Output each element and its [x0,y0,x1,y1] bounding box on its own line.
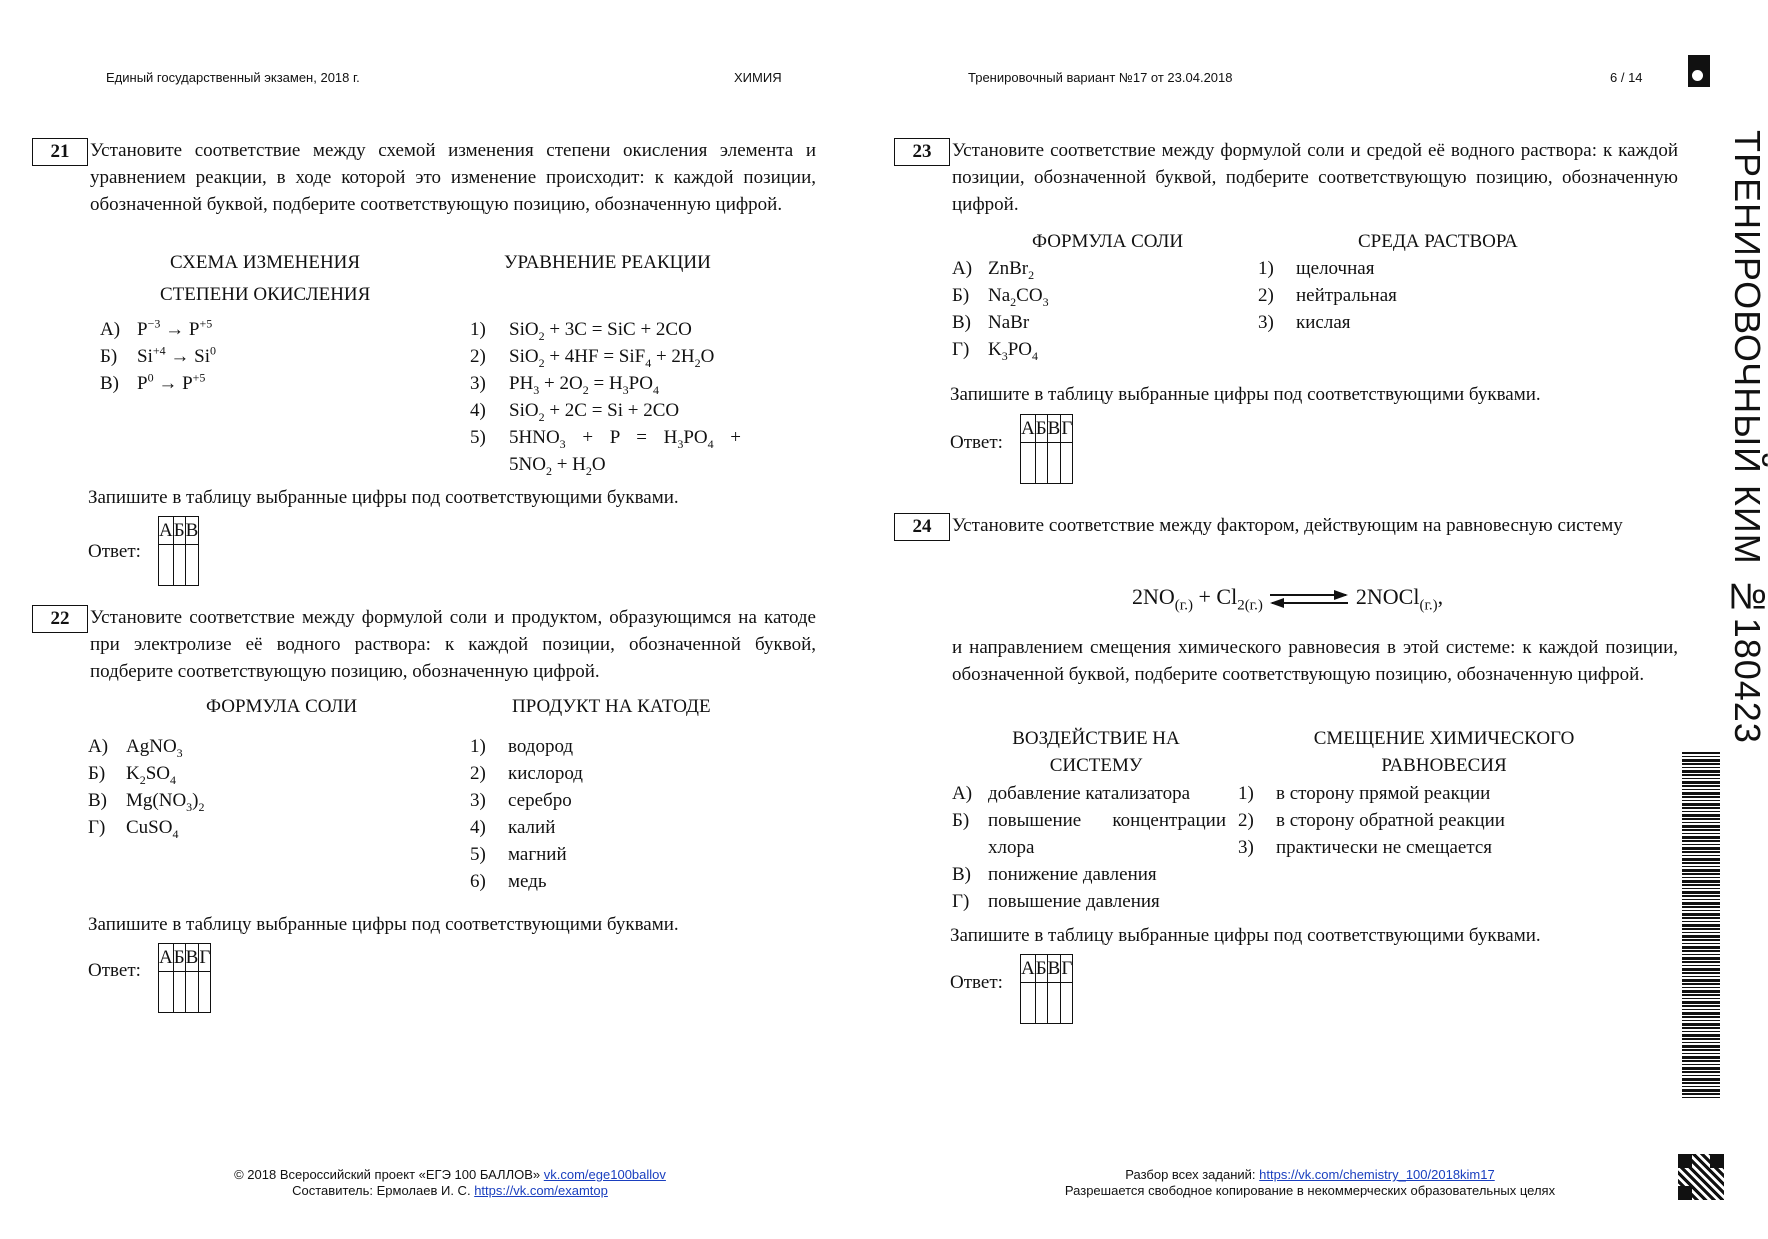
instruction: Запишите в таблицу выбранные цифры под соответствующими буквами. [88,914,679,935]
instruction: Запишите в таблицу выбранные цифры под соответствующими буквами. [88,487,679,508]
salt-formula: $K_3PO_4$ [988,339,1039,363]
salt-formula: ZnBr$_2$ [988,258,1035,282]
letter-label: В) [100,373,119,394]
answer-col-header: В [1047,415,1061,443]
factor-item-cont: хлора [988,837,1035,858]
salt-formula: NaBr [988,312,1030,333]
column-header-left-2: СТЕПЕНИ ОКИСЛЕНИЯ [160,284,371,305]
salt-formula: $Na_2CO_3$ [988,285,1049,309]
answer-cell[interactable] [173,545,185,586]
reaction-item: $SiO_2 + 4HF = SiF_4 + 2H_2O$ [509,346,715,370]
letter-label: Б) [100,346,118,367]
instruction: Запишите в таблицу выбранные цифры под соответствующими буквами. [950,384,1541,405]
answer-col-header: Г [199,944,211,972]
product-option: водород [508,736,574,757]
answer-col-header: В [185,944,199,972]
reaction-item: $5HNO_3 + P = H_3PO_4$ + [509,427,741,451]
option-number: 2) [470,346,486,367]
question-text: Установите соответствие между схемой изменения степени окисления элемента и уравнением реакции, в ходе которой это изменение происходит: к каждой позиции, обозначенной буквой, подберите соответствующую позицию, обозначенную цифрой. [90,140,816,215]
barcode-icon [1682,752,1720,1100]
answer-col-header: А [159,944,174,972]
footer-left [150,1167,750,1199]
footer-link-vk[interactable]: vk.com/ege100ballov [543,1167,666,1182]
question-number: 23 [894,138,950,166]
answer-col-header: А [1021,955,1036,983]
column-header-left-2: СИСТЕМУ [1049,755,1143,776]
shift-option: в сторону обратной реакции [1276,810,1505,831]
letter-label: В) [88,790,107,811]
option-number: 3) [470,373,486,394]
question-text-after: и направлением смещения химического равновесия в этой системе: к каждой позиции, обозначенной буквой, подберите соответствующую позицию, обозначенную цифрой. [952,637,1678,685]
letter-label: Б) [88,763,106,784]
answer-col-header: А [159,517,174,545]
question-number: 21 [32,138,88,166]
answer-cell[interactable] [159,972,174,1013]
column-header-right: ПРОДУКТ НА КАТОДЕ [512,696,711,717]
variant-title: Тренировочный вариант №17 от 23.04.2018 [968,70,1233,85]
answer-table [158,516,199,586]
product-option: кислород [508,763,583,784]
answer-table [1020,414,1073,484]
subject-title: ХИМИЯ [734,70,782,85]
column-header-right-2: РАВНОВЕСИЯ [1381,755,1507,776]
column-header-right: СРЕДА РАСТВОРА [1358,231,1518,252]
footer-author: Составитель: Ермолаев И. С. [292,1183,471,1198]
factor-item: понижение давления [988,864,1157,885]
answer-cell[interactable] [1061,983,1073,1024]
corner-marker [1688,55,1710,87]
option-number: 3) [1258,312,1274,333]
column-header-left: ФОРМУЛА СОЛИ [206,696,358,717]
answer-cell[interactable] [173,972,185,1013]
letter-label: В) [952,864,971,885]
scheme-item: $P^{-3} \to P^{+5}$ [137,316,213,340]
factor-item: добавление катализатора [988,783,1191,804]
option-number: 2) [1238,810,1254,831]
letter-label: А) [952,783,973,804]
letter-label: В) [952,312,971,333]
product-option: магний [508,844,567,865]
shift-option: в сторону прямой реакции [1276,783,1491,804]
shift-option: практически не смещается [1276,837,1493,858]
scheme-item: $P^0 \to P^{+5}$ [137,370,206,394]
answer-col-header: Б [1035,955,1047,983]
answer-col-header: Б [173,944,185,972]
answer-col-header: Б [173,517,185,545]
letter-label: А) [100,319,121,340]
exam-title: Единый государственный экзамен, 2018 г. [106,70,360,85]
answer-col-header: Б [1035,415,1047,443]
medium-option: кислая [1296,312,1351,333]
option-number: 6) [470,871,486,892]
footer-copy-permission: Разрешается свободное копирование в некоммерческих образовательных целях [1064,1183,1556,1198]
option-number: 5) [470,427,486,448]
reaction-item-cont: $5NO_2 + H_2O$ [509,454,606,478]
letter-label: Г) [952,339,970,360]
answer-col-header: В [1047,955,1061,983]
option-number: 3) [1238,837,1254,858]
option-number: 2) [1258,285,1274,306]
answer-label: Ответ: [88,541,141,562]
answer-cell[interactable] [159,545,174,586]
answer-cell[interactable] [1047,983,1061,1024]
salt-formula: $K_2SO_4$ [126,763,177,787]
reaction-item: SiO$_2$ + 3C = SiC + 2CO [509,319,692,343]
factor-item: повышение концентрации [988,810,1226,831]
answer-label: Ответ: [950,972,1003,993]
letter-label: Г) [952,891,970,912]
column-header-left: ФОРМУЛА СОЛИ [1032,231,1184,252]
column-header-right: СМЕЩЕНИЕ ХИМИЧЕСКОГО [1313,728,1575,749]
option-number: 2) [470,763,486,784]
letter-label: А) [952,258,973,279]
option-number: 1) [470,319,486,340]
question-text: Установите соответствие между формулой соли и средой её водного раствора: к каждой позиции, обозначенной буквой, подберите соответствующую позицию, обозначенную цифрой. [952,140,1678,215]
qr-code-icon [1678,1154,1724,1200]
salt-formula: CuSO$_4$ [126,817,179,841]
letter-label: А) [88,736,109,757]
option-number: 1) [470,736,486,757]
answer-col-header: В [185,517,199,545]
product-option: серебро [508,790,572,811]
scheme-item: $Si^{+4} \to Si^0$ [137,343,216,367]
product-option: медь [508,871,547,892]
column-header-right: УРАВНЕНИЕ РЕАКЦИИ [504,252,711,273]
equilibrium-equation: $2NO_{(г.)} + Cl_{2(г.)}$ 2NOCl$_{(г.)}$, [1132,584,1444,614]
option-number: 1) [1238,783,1254,804]
letter-label: Б) [952,285,970,306]
answer-cell[interactable] [1061,443,1073,484]
answer-cell[interactable] [1021,983,1036,1024]
answer-label: Ответ: [88,960,141,981]
factor-item: повышение давления [988,891,1160,912]
answer-cell[interactable] [185,545,199,586]
column-header-left: СХЕМА ИЗМЕНЕНИЯ [170,252,361,273]
question-text: Установите соответствие между фактором, действующим на равновесную систему [952,515,1623,536]
side-title: ТРЕНИРОВОЧНЫЙ КИМ №180423 [1727,130,1768,744]
footer-link-review[interactable]: https://vk.com/chemistry_100/2018kim17 [1259,1167,1495,1182]
answer-col-header: Г [1061,415,1073,443]
footer-copyright: © 2018 Всероссийский проект «ЕГЭ 100 БАЛЛОВ» [234,1167,541,1182]
option-number: 4) [470,400,486,421]
instruction: Запишите в таблицу выбранные цифры под соответствующими буквами. [950,925,1541,946]
option-number: 5) [470,844,486,865]
page-number: 6 / 14 [1610,70,1643,85]
letter-label: Г) [88,817,106,838]
answer-table [158,943,211,1013]
answer-cell[interactable] [1047,443,1061,484]
question-text: Установите соответствие между формулой соли и продуктом, образующимся на катоде при электролизе её водного раствора: к каждой позиции, обозначенной буквой, подберите соответствующую позицию, обозначенную цифрой. [90,607,816,682]
equilibrium-arrow-icon [1268,589,1350,609]
question-number: 22 [32,605,88,633]
question-number: 24 [894,513,950,541]
option-number: 1) [1258,258,1274,279]
answer-col-header: А [1021,415,1036,443]
answer-col-header: Г [1061,955,1073,983]
answer-cell[interactable] [1035,443,1047,484]
medium-option: нейтральная [1296,285,1397,306]
reaction-item: SiO$_2$ + 2C = Si + 2CO [509,400,680,424]
option-number: 4) [470,817,486,838]
medium-option: щелочная [1296,258,1375,279]
answer-cell[interactable] [1035,983,1047,1024]
letter-label: Б) [952,810,970,831]
answer-cell[interactable] [185,972,199,1013]
column-header-left: ВОЗДЕЙСТВИЕ НА [1012,728,1180,749]
salt-formula: $Mg(NO_3)_2$ [126,790,205,814]
option-number: 3) [470,790,486,811]
footer-review-label: Разбор всех заданий: [1125,1167,1256,1182]
footer-right [990,1167,1630,1199]
footer-link-examtop[interactable]: https://vk.com/examtop [474,1183,608,1198]
answer-table [1020,954,1073,1024]
answer-cell[interactable] [1021,443,1036,484]
product-option: калий [508,817,556,838]
salt-formula: AgNO$_3$ [126,736,183,760]
reaction-item: $PH_3 + 2O_2 = H_3PO_4$ [509,373,659,397]
answer-label: Ответ: [950,432,1003,453]
answer-cell[interactable] [199,972,211,1013]
